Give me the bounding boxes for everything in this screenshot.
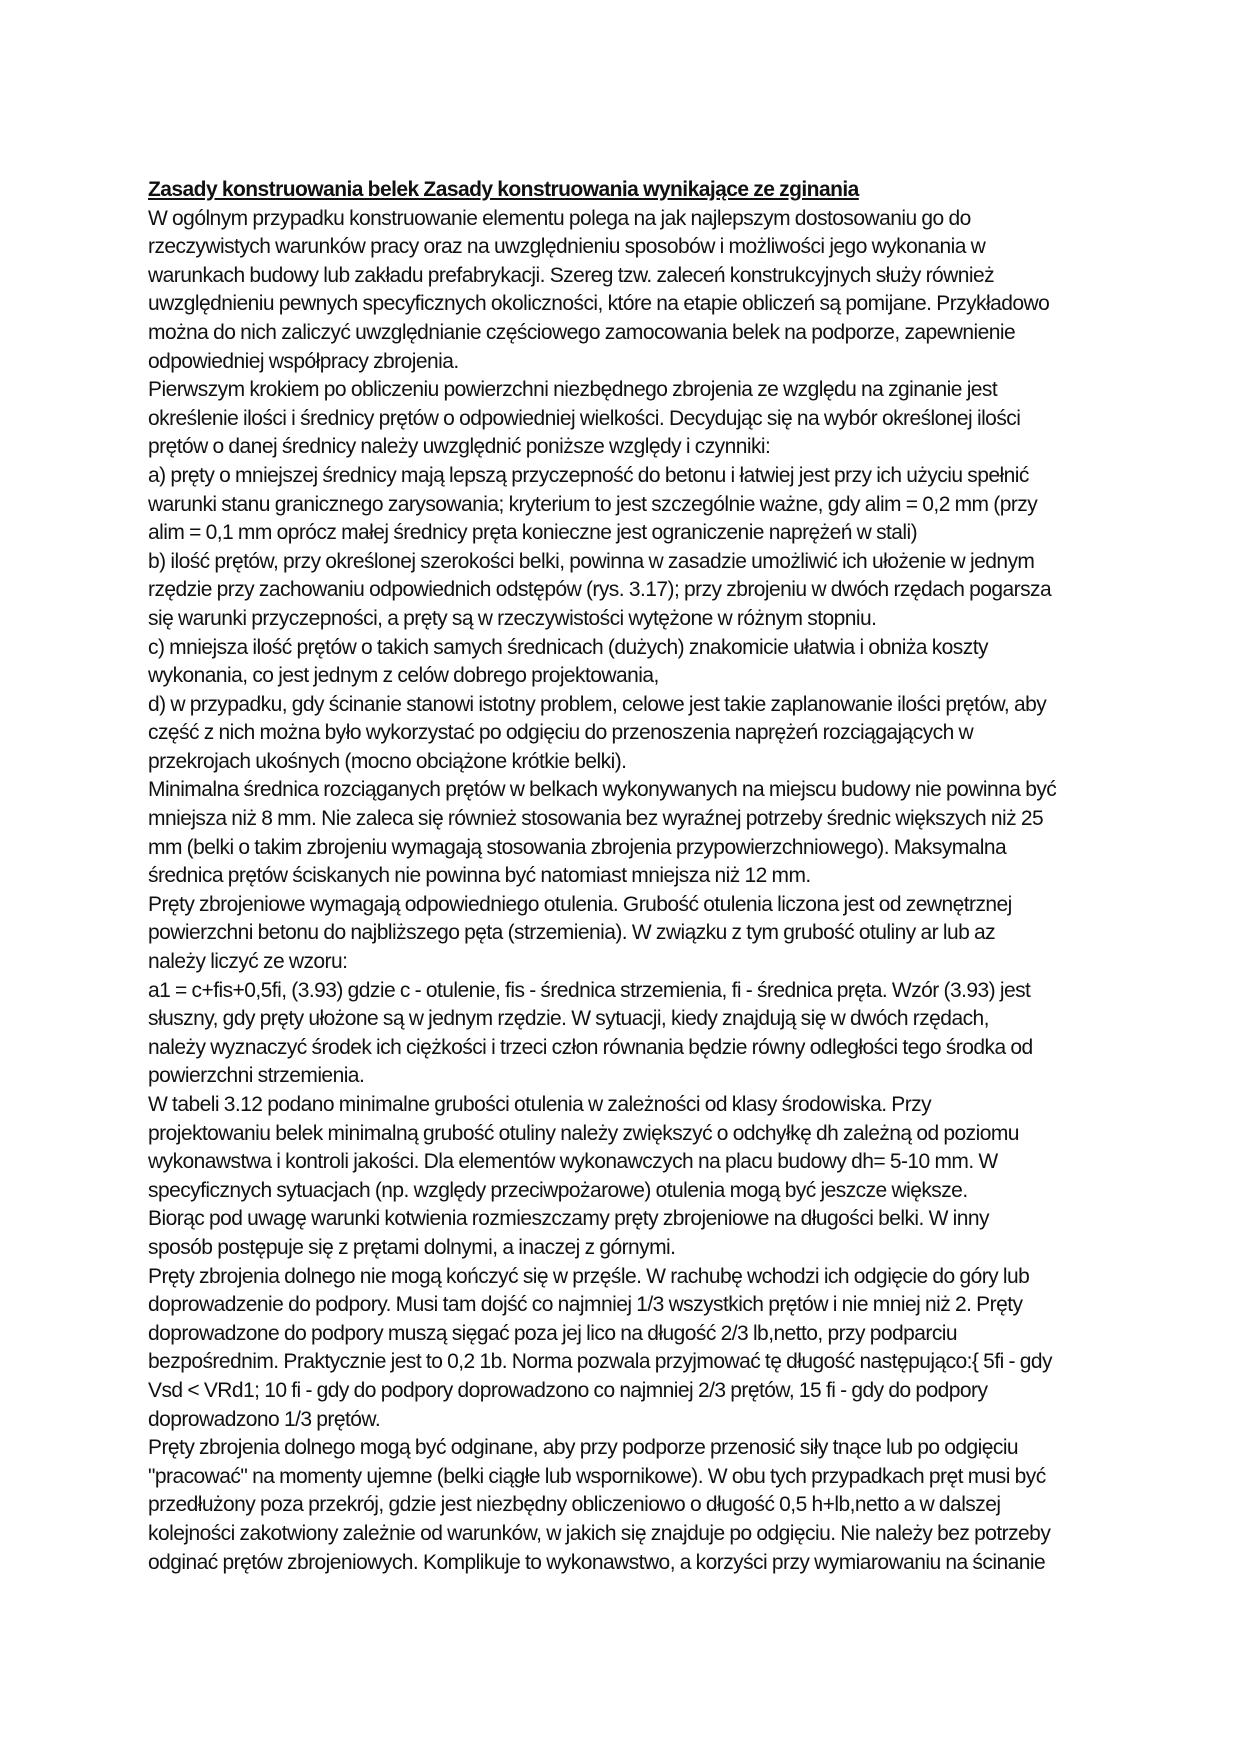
text-line: wykonawstwa i kontroli jakości. Dla elementów wykonawczych na placu budowy dh= 5-10 mm. W [148,1150,998,1174]
paragraph [148,891,1093,977]
paragraph [148,205,1093,377]
text-line: powierzchni strzemienia. [148,1064,365,1088]
text-line: należy liczyć ze wzoru: [148,950,348,974]
text-line: doprowadzono 1/3 prętów. [148,1407,381,1431]
text-line: określenie ilości i średnicy prętów o odpowiedniej wielkości. Decydując się na wybór określonej ilości [148,406,1021,430]
text-line: Minimalna średnica rozciąganych prętów w belkach wykonywanych na miejscu budowy nie powinna być [148,778,1057,802]
text-line: odpowiedniej współpracy zbrojenia. [148,349,459,373]
paragraph [148,1205,1093,1262]
text-line: rzędzie przy zachowaniu odpowiednich odstępów (rys. 3.17); przy zbrojeniu w dwóch rzędach pogarsza [148,578,1052,602]
text-line: należy wyznaczyć środek ich ciężkości i trzeci człon równania będzie równy odległości tego środka od [148,1035,1033,1059]
document-body [148,205,1093,1578]
text-line: b) ilość prętów, przy określonej szerokości belki, powinna w zasadzie umożliwić ich ułożenie w jednym [148,549,1035,573]
text-line: słuszny, gdy pręty ułożone są w jednym rzędzie. W sytuacji, kiedy znajdują się w dwóch rzędach, [148,1007,989,1031]
text-line: Pierwszym krokiem po obliczeniu powierzchni niezbędnego zbrojenia ze względu na zginanie jest [148,378,998,402]
text-line: sposób postępuje się z prętami dolnymi, a inaczej z górnymi. [148,1235,676,1259]
paragraph [148,1263,1093,1435]
text-line: "pracować" na momenty ujemne (belki ciągłe lub wspornikowe). W obu tych przypadkach pręt musi być [148,1464,1046,1488]
paragraph [148,548,1093,634]
text-line: a) pręty o mniejszej średnicy mają lepszą przyczepność do betonu i łatwiej jest przy ich użyciu spełnić [148,463,1029,487]
text-line: warunkach budowy lub zakładu prefabrykacji. Szereg tzw. zaleceń konstrukcyjnych służy również [148,263,995,287]
text-line: uwzględnieniu pewnych specyficznych okoliczności, które na etapie obliczeń są pomijane. Przykładowo [148,292,1050,316]
text-line: d) w przypadku, gdy ścinanie stanowi istotny problem, celowe jest takie zaplanowanie ilości prętów, aby [148,692,1047,716]
text-line: mniejsza niż 8 mm. Nie zaleca się również stosowania bez wyraźnej potrzeby średnic większych niż 25 [148,807,1044,831]
paragraph [148,776,1093,890]
paragraph [148,1091,1093,1205]
text-line: przekrojach ukośnych (mocno obciążone krótkie belki). [148,749,627,773]
text-line: W ogólnym przypadku konstruowanie elementu polega na jak najlepszym dostosowaniu go do [148,206,971,230]
text-line: doprowadzenie do podpory. Musi tam dojść co najmniej 1/3 wszystkich prętów i nie mniej niż 2. Pręty [148,1293,1023,1317]
text-line: rzeczywistych warunków pracy oraz na uwzględnieniu sposobów i możliwości jego wykonania w [148,235,986,259]
paragraph [148,462,1093,548]
text-line: warunki stanu granicznego zarysowania; kryterium to jest szczególnie ważne, gdy alim = 0,2 mm (przy [148,492,1038,516]
text-line: przedłużony poza przekrój, gdzie jest niezbędny obliczeniowo o długość 0,5 h+lb,netto a w dalszej [148,1493,1001,1517]
text-line: doprowadzone do podpory muszą sięgać poza jej lico na długość 2/3 lb,netto, przy podparciu [148,1321,958,1345]
text-line: odginać prętów zbrojeniowych. Komplikuje to wykonawstwo, a korzyści przy wymiarowaniu na ścinanie [148,1550,1046,1574]
text-line: kolejności zakotwiony zależnie od warunków, w jakich się znajduje po odgięciu. Nie należy bez potrzeby [148,1521,1051,1545]
paragraph [148,634,1093,691]
text-line: część z nich można było wykorzystać po odgięciu do przenoszenia naprężeń rozciągających w [148,721,974,745]
paragraph [148,376,1093,462]
paragraph [148,691,1093,777]
text-line: średnica prętów ściskanych nie powinna być natomiast mniejsza niż 12 mm. [148,864,811,888]
text-line: Pręty zbrojenia dolnego mogą być odginane, aby przy podporze przenosić siły tnące lub po odgięciu [148,1436,1019,1460]
text-line: a1 = c+fis+0,5fi, (3.93) gdzie c - otulenie, fis - średnica strzemienia, fi - średnica pręta. Wzór (3.93) jest [148,978,1031,1002]
text-line: Pręty zbrojenia dolnego nie mogą kończyć się w przęśle. W rachubę wchodzi ich odgięcie do góry lub [148,1264,1030,1288]
text-line: specyficznych sytuacjach (np. względy przeciwpożarowe) otulenia mogą być jeszcze większe. [148,1178,968,1202]
text-line: W tabeli 3.12 podano minimalne grubości otulenia w zależności od klasy środowiska. Przy [148,1093,932,1116]
paragraph [148,1434,1093,1577]
text-line: projektowaniu belek minimalną grubość otuliny należy zwiększyć o odchyłkę dh zależną od poziomu [148,1121,1019,1145]
text-line: Vsd < VRd1; 10 fi - gdy do podpory doprowadzono co najmniej 2/3 prętów, 15 fi - gdy do podpory [148,1378,988,1402]
text-line: można do nich zaliczyć uwzględnianie częściowego zamocowania belek na podporze, zapewnienie [148,320,1016,344]
text-line: wykonania, co jest jednym z celów dobrego projektowania, [148,664,659,688]
text-line: się warunki przyczepności, a pręty są w rzeczywistości wytężone w różnym stopniu. [148,606,877,630]
text-line: alim = 0,1 mm oprócz małej średnicy pręta konieczne jest ograniczenie naprężeń w stali) [148,521,918,545]
text-line: c) mniejsza ilość prętów o takich samych średnicach (dużych) znakomicie ułatwia i obniża koszty [148,635,988,659]
text-line: mm (belki o takim zbrojeniu wymagają stosowania zbrojenia przypowierzchniowego). Maksymalna [148,835,1007,859]
text-line: powierzchni betonu do najbliższego pęta (strzemienia). W związku z tym grubość otuliny ar lub az [148,921,996,945]
text-line: Pręty zbrojeniowe wymagają odpowiedniego otulenia. Grubość otulenia liczona jest od zewnętrznej [148,892,1012,916]
text-line: Biorąc pod uwagę warunki kotwienia rozmieszczamy pręty zbrojeniowe na długości belki. W inny [148,1207,989,1231]
document-title: Zasady konstruowania belek Zasady konstruowania wynikające ze zginania [148,178,859,201]
text-line: prętów o danej średnicy należy uwzględnić poniższe względy i czynniki: [148,435,771,459]
document-page [148,176,1093,1577]
text-line: bezpośrednim. Praktycznie jest to 0,2 1b. Norma pozwala przyjmować tę długość następująco:{ 5fi - gdy [148,1350,1052,1374]
paragraph [148,977,1093,1091]
